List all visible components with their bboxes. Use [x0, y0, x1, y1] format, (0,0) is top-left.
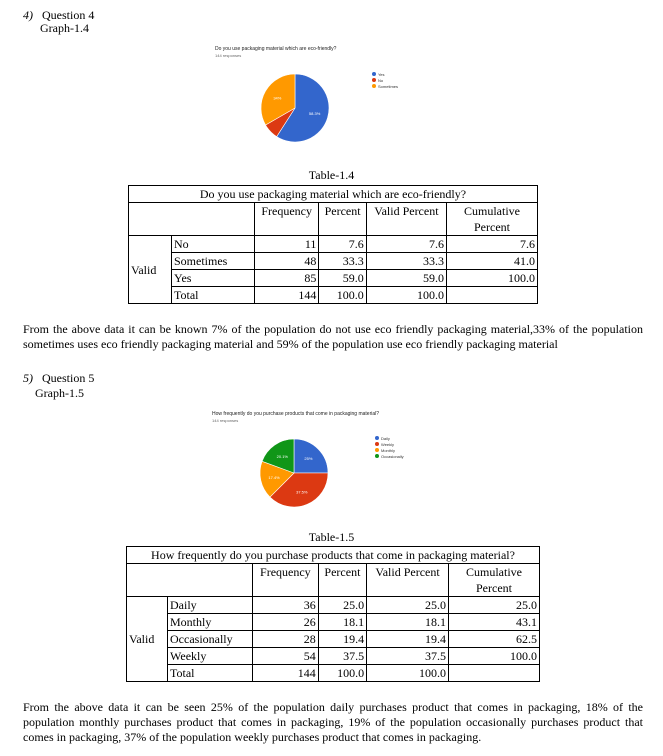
row-label: Daily [168, 597, 253, 614]
q4-pie-slice-label: 34% [273, 95, 282, 101]
table-title: How frequently do you purchase products that come in packaging material? [127, 547, 540, 564]
table-row [129, 253, 538, 270]
cell-frequency: 144 [253, 665, 319, 682]
cell-percent: 59.0 [319, 270, 366, 287]
cell-frequency: 36 [253, 597, 319, 614]
legend-dot-icon [375, 454, 379, 458]
row-label: Occasionally [168, 631, 253, 648]
q4-heading-text: Question 4 [42, 8, 95, 22]
cell-frequency: 11 [255, 236, 319, 253]
cell-percent: 37.5 [318, 648, 366, 665]
col-header-percent: Percent [318, 564, 366, 597]
row-label: Monthly [168, 614, 253, 631]
cell-valid-percent: 18.1 [367, 614, 449, 631]
table-row [129, 270, 538, 287]
q5-paragraph: From the above data it can be seen 25% of the population daily purchases product that comes in packaging, 18% of the population monthly purchases product that comes in packaging, 19% of the population occasionally purchases product that comes in packaging, 37% of the population weekly purchases product that comes in packaging. [23, 700, 643, 744]
cell-percent: 19.4 [318, 631, 366, 648]
q5-legend-item: Daily [375, 435, 404, 441]
table-1-5 [126, 546, 540, 682]
q4-number: 4) [23, 8, 33, 22]
cell-valid-percent: 59.0 [366, 270, 446, 287]
q4-legend-item: Sometimes [372, 83, 398, 89]
cell-cumulative [449, 665, 540, 682]
row-label: Total [172, 287, 255, 304]
cell-valid-percent: 7.6 [366, 236, 446, 253]
cell-percent: 25.0 [318, 597, 366, 614]
cell-frequency: 144 [255, 287, 319, 304]
legend-dot-icon [375, 442, 379, 446]
q5-pie-slice-label: 37.5% [296, 489, 308, 495]
table-row [129, 287, 538, 304]
table-row [127, 665, 540, 682]
row-group-label: Valid [127, 597, 168, 682]
legend-dot-icon [372, 84, 376, 88]
cell-percent: 7.6 [319, 236, 366, 253]
q5-legend-item: Monthly [375, 447, 404, 453]
cell-cumulative [447, 287, 538, 304]
q4-legend [372, 71, 398, 89]
col-header-frequency: Frequency [255, 203, 319, 236]
q5-pie-slice-label: 17.4% [268, 474, 280, 480]
q5-number: 5) [23, 371, 33, 385]
q5-pie-slice-label: 20.1% [276, 453, 288, 459]
cell-cumulative: 62.5 [449, 631, 540, 648]
col-header-valid-percent: Valid Percent [367, 564, 449, 597]
q4-legend-item: No [372, 77, 398, 83]
row-label: Weekly [168, 648, 253, 665]
q5-legend [375, 435, 404, 459]
col-header-percent: Percent [319, 203, 366, 236]
row-group-label: Valid [129, 236, 172, 304]
q4-legend-item: Yes [372, 71, 398, 77]
table-1-4 [128, 185, 538, 304]
cell-cumulative: 100.0 [447, 270, 538, 287]
cell-valid-percent: 33.3 [366, 253, 446, 270]
header-blank [127, 564, 253, 597]
q5-graph-label: Graph-1.5 [35, 386, 84, 400]
cell-cumulative: 100.0 [449, 648, 540, 665]
legend-dot-icon [372, 78, 376, 82]
q4-paragraph: From the above data it can be known 7% of the population do not use eco friendly packaging material,33% of the population sometimes uses eco friendly packaging material and 59% of the population use eco friendly packaging material [23, 322, 643, 351]
q4-chart-responses: 144 responses [215, 53, 242, 58]
cell-cumulative: 25.0 [449, 597, 540, 614]
row-label: No [172, 236, 255, 253]
cell-percent: 100.0 [318, 665, 366, 682]
q5-heading [23, 371, 94, 386]
q4-graph-label: Graph-1.4 [40, 21, 89, 35]
cell-percent: 18.1 [318, 614, 366, 631]
cell-frequency: 26 [253, 614, 319, 631]
cell-valid-percent: 25.0 [367, 597, 449, 614]
row-label: Yes [172, 270, 255, 287]
q5-chart-responses: 144 responses [212, 418, 239, 423]
table-row [127, 597, 540, 614]
cell-frequency: 28 [253, 631, 319, 648]
cell-valid-percent: 37.5 [367, 648, 449, 665]
table-row [127, 614, 540, 631]
q4-pie-slice-label: 58.3% [308, 111, 321, 117]
cell-frequency: 54 [253, 648, 319, 665]
q5-pie-chart [254, 433, 334, 513]
row-label: Sometimes [172, 253, 255, 270]
legend-dot-icon [375, 436, 379, 440]
col-header-cumulative-percent: Cumulative Percent [449, 564, 540, 597]
cell-valid-percent: 100.0 [367, 665, 449, 682]
table-row [127, 631, 540, 648]
table-1-4-caption: Table-1.4 [308, 168, 355, 182]
q4-pie-chart [255, 68, 335, 148]
cell-frequency: 48 [255, 253, 319, 270]
table-row [129, 236, 538, 253]
table-row [127, 648, 540, 665]
q5-legend-item: Occasionally [375, 453, 404, 459]
q5-legend-item: Weekly [375, 441, 404, 447]
col-header-valid-percent: Valid Percent [366, 203, 446, 236]
cell-valid-percent: 19.4 [367, 631, 449, 648]
q4-chart-title: Do you use packaging material which are eco-friendly? [215, 46, 337, 52]
header-blank [129, 203, 255, 236]
legend-dot-icon [372, 72, 376, 76]
table-title: Do you use packaging material which are eco-friendly? [129, 186, 538, 203]
cell-percent: 100.0 [319, 287, 366, 304]
cell-valid-percent: 100.0 [366, 287, 446, 304]
cell-percent: 33.3 [319, 253, 366, 270]
cell-cumulative: 41.0 [447, 253, 538, 270]
q5-heading-text: Question 5 [42, 371, 95, 385]
q5-chart-title: How frequently do you purchase products that come in packaging material? [212, 411, 380, 417]
q5-pie-slice-label: 25% [304, 456, 313, 462]
legend-dot-icon [375, 448, 379, 452]
col-header-frequency: Frequency [253, 564, 319, 597]
table-1-5-caption: Table-1.5 [308, 530, 355, 544]
col-header-cumulative-percent: Cumulative Percent [447, 203, 538, 236]
row-label: Total [168, 665, 253, 682]
cell-cumulative: 43.1 [449, 614, 540, 631]
cell-frequency: 85 [255, 270, 319, 287]
cell-cumulative: 7.6 [447, 236, 538, 253]
